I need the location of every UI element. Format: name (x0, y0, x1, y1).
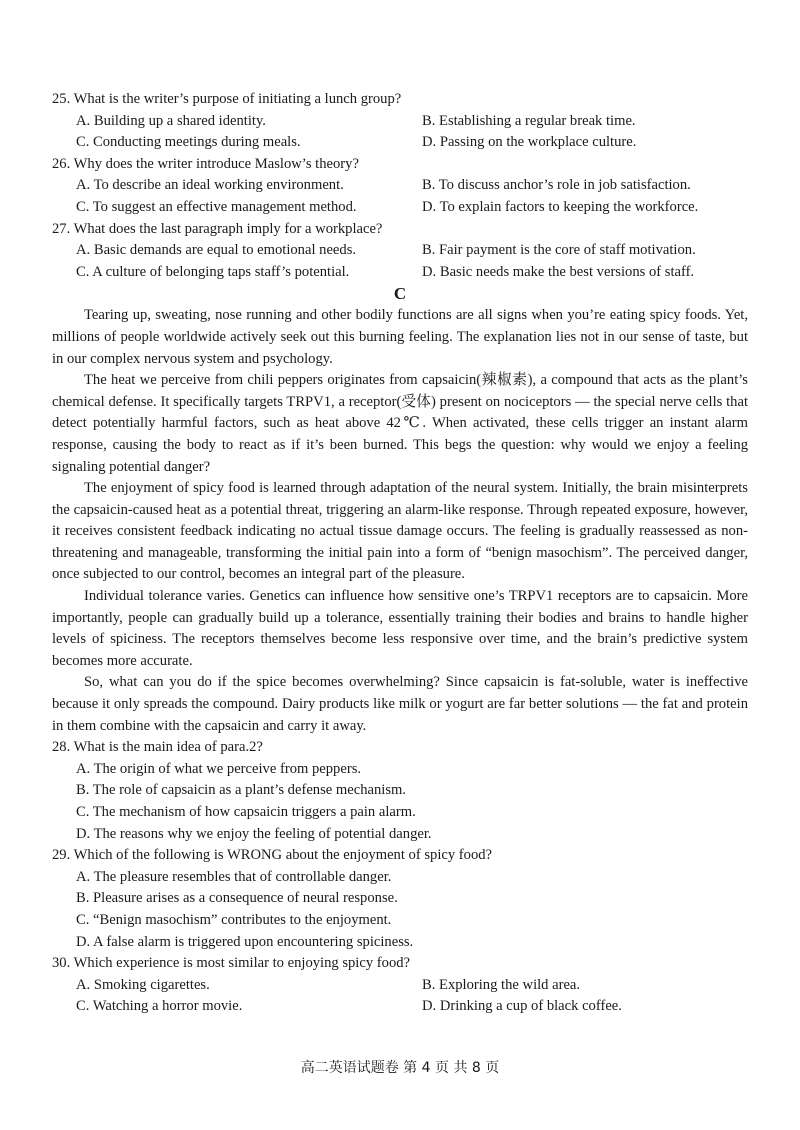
passage-paragraph: The heat we perceive from chili peppers originates from capsaicin(辣椒素), a compound that acts as the plant’s chemical defense. It specifically targets TRPV1, a receptor(受体) present on nociceptors — the special nerve cells that detect potentially harmful factors, such as heat above 42℃. When activated, these cells trigger an instant alarm response, causing the body to react as if it’s been burned. This begs the question: why would we enjoy a feeling signaling potential danger? (52, 372, 748, 475)
question-30 (52, 953, 748, 1018)
option-b: B. Establishing a regular break time. (422, 112, 636, 129)
option-b: B. Fair payment is the core of staff motivation. (422, 242, 696, 259)
passage-paragraph: Individual tolerance varies. Genetics can influence how sensitive one’s TRPV1 receptors are to capsaicin. More importantly, people can gradually build up a tolerance, essentially training their bodies and brains to handle higher levels of spiciness. The receptors themselves become less responsive over time, and the brain’s predictive system becomes more accurate. (52, 588, 748, 669)
question-28 (52, 737, 748, 845)
option-list (52, 759, 748, 845)
reading-passage (52, 305, 748, 737)
question-stem: 27. What does the last paragraph imply for a workplace? (52, 220, 383, 237)
option-a: A. Building up a shared identity. (76, 112, 266, 129)
question-26 (52, 154, 748, 219)
question-25 (52, 89, 748, 154)
option-grid (52, 111, 748, 154)
question-stem: 25. What is the writer’s purpose of initiating a lunch group? (52, 91, 402, 107)
question-29 (52, 845, 748, 953)
option-a: A. Basic demands are equal to emotional needs. (76, 242, 357, 259)
option-c: C. The mechanism of how capsaicin triggers a pain alarm. (76, 804, 416, 820)
passage-paragraph: The enjoyment of spicy food is learned through adaptation of the neural system. Initially, the brain misinterprets the capsaicin-caused heat as a potential threat, triggering an alarm-like response. Through repeated exposure, however, it receives consistent feedback indicating no actual tissue damage occurs. The feeling is gradually reassessed as non-threatening and manageable, transforming the initial pain into a form of “benign masochism”. The perceived danger, once subjected to our control, becomes an integral part of the pleasure. (52, 480, 748, 583)
option-d: D. The reasons why we enjoy the feeling of potential danger. (76, 825, 432, 842)
passage-paragraph: Tearing up, sweating, nose running and other bodily functions are all signs when you’re eating spicy foods. Yet, millions of people worldwide actively seek out this burning feeling. The explanation lies not in our sense of taste, but in our complex nervous system and psychology. (52, 307, 748, 367)
option-c: C. “Benign masochism” contributes to the enjoyment. (76, 911, 392, 928)
question-stem: 28. What is the main idea of para.2? (52, 739, 263, 756)
option-d: D. Basic needs make the best versions of staff. (422, 263, 695, 280)
passage-paragraph: So, what can you do if the spice becomes overwhelming? Since capsaicin is fat-soluble, water is ineffective because it only spreads the compound. Dairy products like milk or yogurt are far better solutions — the fat and protein in them combine with the capsaicin and carry it away. (52, 674, 748, 734)
option-d: D. Passing on the workplace culture. (422, 134, 637, 151)
question-27 (52, 219, 748, 284)
option-d: D. Drinking a cup of black coffee. (422, 998, 622, 1015)
option-c: C. Watching a horror movie. (76, 998, 243, 1015)
question-stem: 29. Which of the following is WRONG about the enjoyment of spicy food? (52, 847, 493, 864)
option-grid (52, 175, 748, 218)
option-b: B. The role of capsaicin as a plant’s defense mechanism. (76, 782, 407, 799)
option-b: B. Pleasure arises as a consequence of neural response. (76, 890, 398, 907)
option-a: A. The pleasure resembles that of controllable danger. (76, 868, 392, 885)
option-grid (52, 240, 748, 283)
option-a: A. The origin of what we perceive from peppers. (76, 760, 362, 777)
option-c: C. A culture of belonging taps staff’s potential. (76, 263, 350, 280)
option-b: B. To discuss anchor’s role in job satisfaction. (422, 177, 691, 194)
option-c: C. To suggest an effective management method. (76, 198, 357, 215)
section-heading: C (393, 284, 407, 304)
option-grid (52, 975, 748, 1018)
option-d: D. To explain factors to keeping the workforce. (422, 198, 699, 215)
option-d: D. A false alarm is triggered upon encountering spiciness. (76, 933, 414, 950)
page-footer: 高二英语试题卷 第 4 页 共 8 页 (300, 1060, 500, 1076)
question-stem: 26. Why does the writer introduce Maslow’s theory? (52, 155, 359, 172)
option-a: A. Smoking cigarettes. (76, 976, 210, 993)
option-list (52, 867, 748, 953)
question-stem: 30. Which experience is most similar to enjoying spicy food? (52, 955, 411, 972)
option-c: C. Conducting meetings during meals. (76, 134, 301, 151)
option-a: A. To describe an ideal working environment. (76, 177, 344, 194)
option-b: B. Exploring the wild area. (422, 976, 581, 993)
